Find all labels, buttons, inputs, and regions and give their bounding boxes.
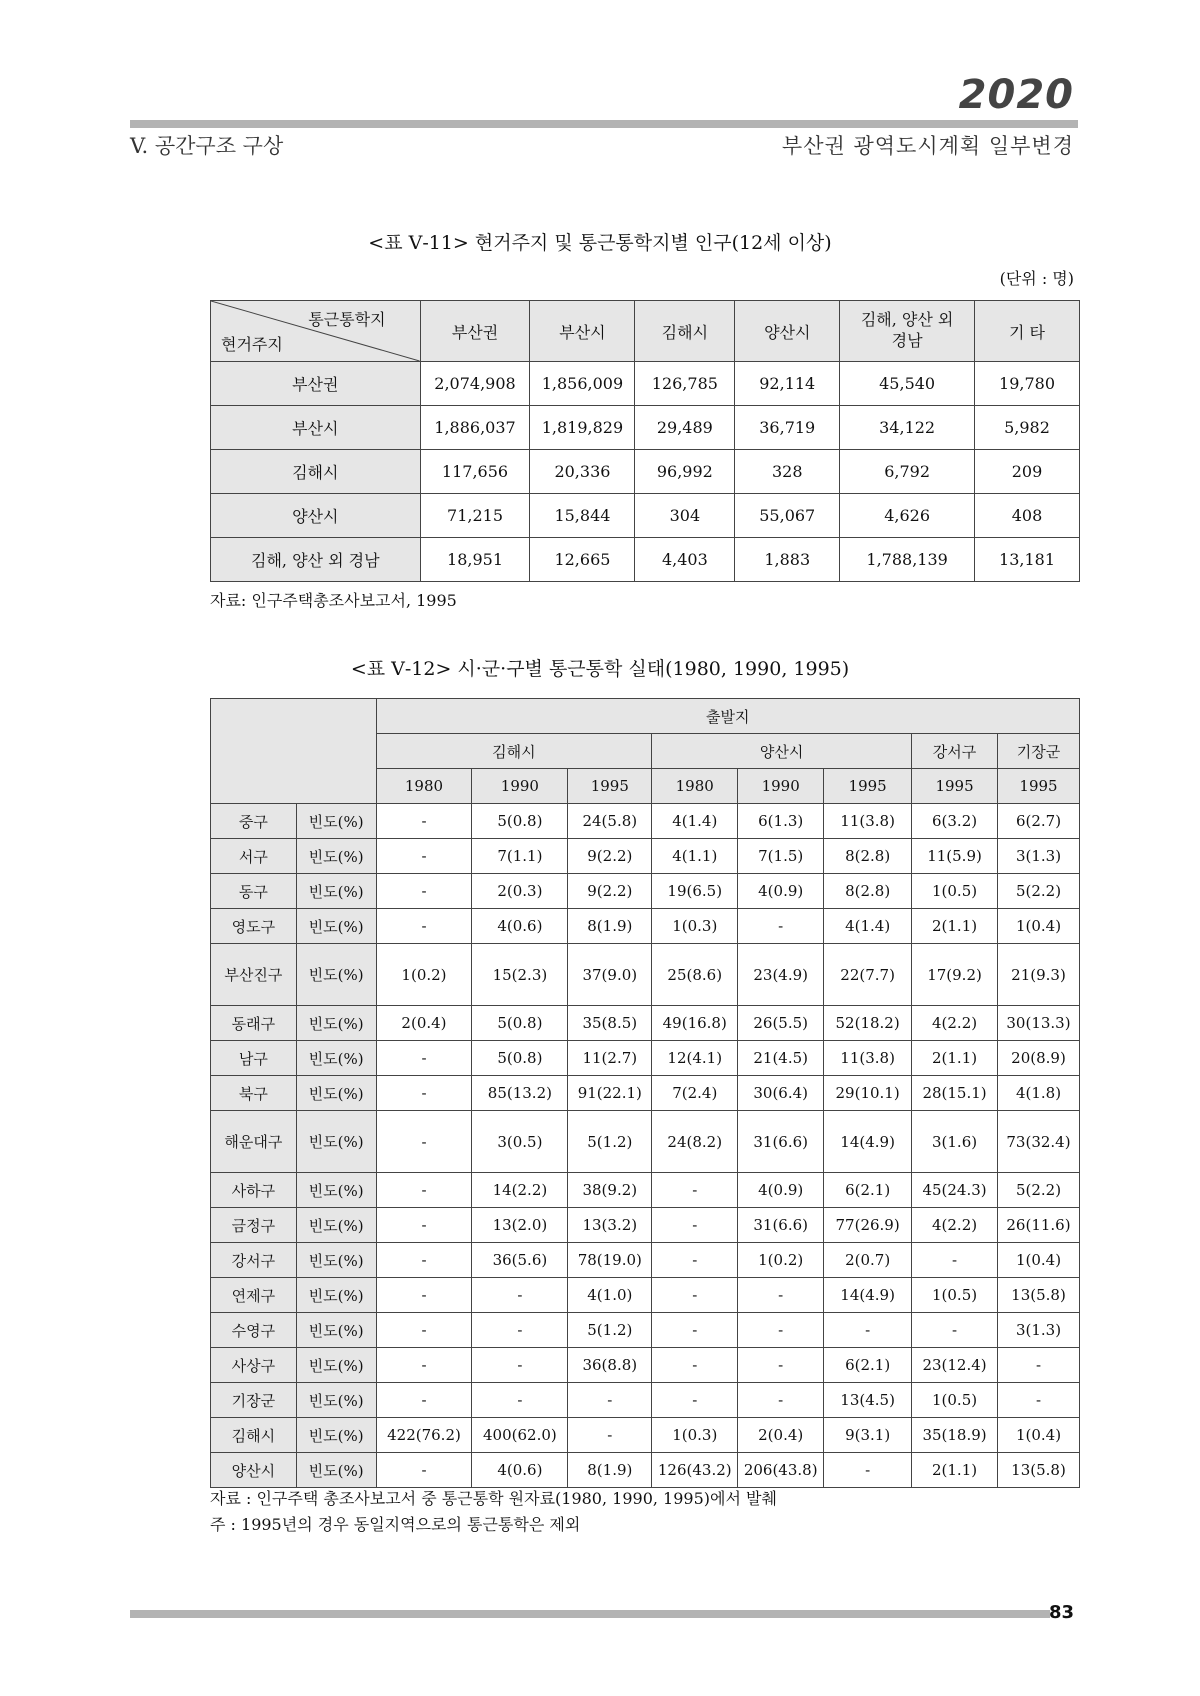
group-header-yangsan: 양산시 bbox=[652, 734, 912, 769]
table-cell: 328 bbox=[735, 450, 840, 494]
table-cell: 23(12.4) bbox=[912, 1348, 998, 1383]
table-cell: - bbox=[738, 1383, 824, 1418]
table1-col-header: 양산시 bbox=[735, 301, 840, 362]
table-row bbox=[211, 1111, 1080, 1173]
table-row bbox=[211, 538, 1080, 582]
row-header-measure: 빈도(%) bbox=[296, 839, 376, 874]
table-cell: 117,656 bbox=[420, 450, 530, 494]
table-cell: 206(43.8) bbox=[738, 1453, 824, 1488]
table-cell: 55,067 bbox=[735, 494, 840, 538]
table1-caption: <표 Ⅴ-11> 현거주지 및 통근통학지별 인구(12세 이상) bbox=[368, 232, 832, 254]
table-cell: 13(2.0) bbox=[472, 1208, 568, 1243]
table-cell: 13(5.8) bbox=[998, 1453, 1080, 1488]
table-cell: - bbox=[376, 1173, 472, 1208]
table-cell: 6(3.2) bbox=[912, 804, 998, 839]
table1-col-header: 부산시 bbox=[530, 301, 635, 362]
table-cell: 13(3.2) bbox=[568, 1208, 652, 1243]
table-cell: - bbox=[652, 1208, 738, 1243]
table-cell: 11(2.7) bbox=[568, 1041, 652, 1076]
table-cell: 21(4.5) bbox=[738, 1041, 824, 1076]
table-row bbox=[211, 874, 1080, 909]
table-cell: 4(2.2) bbox=[912, 1208, 998, 1243]
table-cell: 13,181 bbox=[975, 538, 1080, 582]
row-header-district: 동래구 bbox=[211, 1006, 297, 1041]
table-cell: 3(1.6) bbox=[912, 1111, 998, 1173]
commute-by-district-table bbox=[210, 698, 1080, 1488]
table-cell: - bbox=[912, 1243, 998, 1278]
row-header-measure: 빈도(%) bbox=[296, 1243, 376, 1278]
table-cell: - bbox=[376, 909, 472, 944]
table-cell: - bbox=[738, 1278, 824, 1313]
table-cell: 5(0.8) bbox=[472, 1041, 568, 1076]
row-header-measure: 빈도(%) bbox=[296, 1348, 376, 1383]
section-title: V. 공간구조 구상 bbox=[130, 134, 284, 158]
table-cell: 4(1.4) bbox=[824, 909, 912, 944]
table2-note: 주 : 1995년의 경우 동일지역으로의 통근통학은 제외 bbox=[210, 1515, 581, 1534]
table-cell: - bbox=[824, 1453, 912, 1488]
table-cell: - bbox=[652, 1348, 738, 1383]
row-header-residence: 김해시 bbox=[211, 450, 421, 494]
table-cell: - bbox=[912, 1313, 998, 1348]
table-cell: 35(8.5) bbox=[568, 1006, 652, 1041]
table2-source: 자료 : 인구주택 총조사보고서 중 통근통학 원자료(1980, 1990, 1995)에서 발췌 bbox=[210, 1489, 777, 1508]
table1-unit: (단위 : 명) bbox=[999, 269, 1074, 288]
footer-rule bbox=[130, 1610, 1050, 1618]
table-cell: 92,114 bbox=[735, 362, 840, 406]
table-cell: 2(1.1) bbox=[912, 1453, 998, 1488]
row-header-district: 사상구 bbox=[211, 1348, 297, 1383]
table-cell: 36(5.6) bbox=[472, 1243, 568, 1278]
table-row bbox=[211, 1453, 1080, 1488]
table-cell: 1(0.4) bbox=[998, 1418, 1080, 1453]
table-cell: 1(0.3) bbox=[652, 909, 738, 944]
row-header-measure: 빈도(%) bbox=[296, 1383, 376, 1418]
table-cell: - bbox=[376, 839, 472, 874]
table-cell: 2(0.4) bbox=[376, 1006, 472, 1041]
row-header-residence: 양산시 bbox=[211, 494, 421, 538]
table-cell: 4,403 bbox=[635, 538, 735, 582]
table-cell: 11(5.9) bbox=[912, 839, 998, 874]
table-cell: 4(1.4) bbox=[652, 804, 738, 839]
table-row bbox=[211, 1418, 1080, 1453]
row-header-residence: 김해, 양산 외 경남 bbox=[211, 538, 421, 582]
table-cell: 13(5.8) bbox=[998, 1278, 1080, 1313]
table-row bbox=[211, 1208, 1080, 1243]
table-cell: 5(0.8) bbox=[472, 1006, 568, 1041]
table-row bbox=[211, 1006, 1080, 1041]
document-title: 부산권 광역도시계획 일부변경 bbox=[781, 134, 1074, 158]
year-header: 1980 bbox=[652, 769, 738, 804]
table-cell: 1,856,009 bbox=[530, 362, 635, 406]
year-header: 1990 bbox=[738, 769, 824, 804]
table-cell: - bbox=[376, 874, 472, 909]
corner-label-commute: 통근통학지 bbox=[308, 310, 386, 329]
row-header-measure: 빈도(%) bbox=[296, 1278, 376, 1313]
table-cell: 1,883 bbox=[735, 538, 840, 582]
table-cell: 3(0.5) bbox=[472, 1111, 568, 1173]
corner-label-residence: 현거주지 bbox=[221, 335, 283, 354]
row-header-measure: 빈도(%) bbox=[296, 874, 376, 909]
table-cell: 23(4.9) bbox=[738, 944, 824, 1006]
table-cell: 7(1.1) bbox=[472, 839, 568, 874]
table-row bbox=[211, 450, 1080, 494]
report-year: 2020 bbox=[958, 72, 1074, 118]
table-cell: - bbox=[376, 1313, 472, 1348]
table-cell: 71,215 bbox=[420, 494, 530, 538]
table-cell: 4(1.8) bbox=[998, 1076, 1080, 1111]
table-cell: - bbox=[738, 1348, 824, 1383]
row-header-district: 동구 bbox=[211, 874, 297, 909]
table-cell: 35(18.9) bbox=[912, 1418, 998, 1453]
table-cell: 36(8.8) bbox=[568, 1348, 652, 1383]
table-cell: 8(2.8) bbox=[824, 839, 912, 874]
table-cell: - bbox=[376, 1208, 472, 1243]
table-cell: 29(10.1) bbox=[824, 1076, 912, 1111]
table-cell: - bbox=[652, 1313, 738, 1348]
row-header-district: 수영구 bbox=[211, 1313, 297, 1348]
table-cell: 1(0.5) bbox=[912, 1383, 998, 1418]
table-cell: 2,074,908 bbox=[420, 362, 530, 406]
table-cell: 14(2.2) bbox=[472, 1173, 568, 1208]
table-cell: 1,788,139 bbox=[840, 538, 975, 582]
row-header-measure: 빈도(%) bbox=[296, 1041, 376, 1076]
table-row bbox=[211, 1076, 1080, 1111]
table-cell: 85(13.2) bbox=[472, 1076, 568, 1111]
table-cell: 17(9.2) bbox=[912, 944, 998, 1006]
table-cell: 8(1.9) bbox=[568, 1453, 652, 1488]
year-header: 1995 bbox=[998, 769, 1080, 804]
table-cell: - bbox=[738, 909, 824, 944]
table-cell: 400(62.0) bbox=[472, 1418, 568, 1453]
table-cell: 3(1.3) bbox=[998, 1313, 1080, 1348]
table-row bbox=[211, 1243, 1080, 1278]
table-cell: 4(2.2) bbox=[912, 1006, 998, 1041]
table-cell: 6,792 bbox=[840, 450, 975, 494]
table-cell: 49(16.8) bbox=[652, 1006, 738, 1041]
table-cell: 73(32.4) bbox=[998, 1111, 1080, 1173]
table-cell: 19,780 bbox=[975, 362, 1080, 406]
row-header-measure: 빈도(%) bbox=[296, 1313, 376, 1348]
table1-col-header: 김해, 양산 외 경남 bbox=[840, 301, 975, 362]
table-cell: 2(0.3) bbox=[472, 874, 568, 909]
table-cell: 408 bbox=[975, 494, 1080, 538]
table-cell: 4,626 bbox=[840, 494, 975, 538]
table-cell: 2(0.7) bbox=[824, 1243, 912, 1278]
table-row bbox=[211, 1313, 1080, 1348]
table-cell: 15,844 bbox=[530, 494, 635, 538]
table-cell: 3(1.3) bbox=[998, 839, 1080, 874]
table-row bbox=[211, 1278, 1080, 1313]
table-row bbox=[211, 1383, 1080, 1418]
table-cell: 4(1.0) bbox=[568, 1278, 652, 1313]
table2-blank-corner bbox=[211, 699, 377, 804]
table-cell: 26(11.6) bbox=[998, 1208, 1080, 1243]
row-header-district: 영도구 bbox=[211, 909, 297, 944]
row-header-district: 서구 bbox=[211, 839, 297, 874]
row-header-district: 부산진구 bbox=[211, 944, 297, 1006]
table-row bbox=[211, 1041, 1080, 1076]
table-cell: 25(8.6) bbox=[652, 944, 738, 1006]
table-cell: 38(9.2) bbox=[568, 1173, 652, 1208]
row-header-residence: 부산권 bbox=[211, 362, 421, 406]
table-cell: 30(6.4) bbox=[738, 1076, 824, 1111]
table-cell: 4(0.9) bbox=[738, 1173, 824, 1208]
table-cell: - bbox=[472, 1313, 568, 1348]
table-cell: 52(18.2) bbox=[824, 1006, 912, 1041]
table-cell: 45,540 bbox=[840, 362, 975, 406]
table-cell: 30(13.3) bbox=[998, 1006, 1080, 1041]
table-cell: 126(43.2) bbox=[652, 1453, 738, 1488]
row-header-district: 사하구 bbox=[211, 1173, 297, 1208]
row-header-district: 연제구 bbox=[211, 1278, 297, 1313]
table-cell: 5(2.2) bbox=[998, 1173, 1080, 1208]
table-cell: 78(19.0) bbox=[568, 1243, 652, 1278]
row-header-district: 북구 bbox=[211, 1076, 297, 1111]
origin-header: 출발지 bbox=[376, 699, 1079, 734]
table-cell: 15(2.3) bbox=[472, 944, 568, 1006]
table-cell: 31(6.6) bbox=[738, 1111, 824, 1173]
table-row bbox=[211, 839, 1080, 874]
table-cell: 4(0.6) bbox=[472, 1453, 568, 1488]
row-header-measure: 빈도(%) bbox=[296, 1006, 376, 1041]
row-header-district: 기장군 bbox=[211, 1383, 297, 1418]
row-header-measure: 빈도(%) bbox=[296, 1076, 376, 1111]
table-cell: - bbox=[376, 1076, 472, 1111]
year-header: 1995 bbox=[912, 769, 998, 804]
table-cell: 37(9.0) bbox=[568, 944, 652, 1006]
table-cell: 8(1.9) bbox=[568, 909, 652, 944]
table-cell: 5(1.2) bbox=[568, 1313, 652, 1348]
table-cell: 2(1.1) bbox=[912, 1041, 998, 1076]
table-cell: 1(0.3) bbox=[652, 1418, 738, 1453]
row-header-district: 강서구 bbox=[211, 1243, 297, 1278]
table-row bbox=[211, 1173, 1080, 1208]
row-header-district: 김해시 bbox=[211, 1418, 297, 1453]
table-cell: 20(8.9) bbox=[998, 1041, 1080, 1076]
row-header-measure: 빈도(%) bbox=[296, 1418, 376, 1453]
table-cell: 2(0.4) bbox=[738, 1418, 824, 1453]
table-cell: 7(1.5) bbox=[738, 839, 824, 874]
table-cell: 11(3.8) bbox=[824, 804, 912, 839]
table-cell: 209 bbox=[975, 450, 1080, 494]
table-row bbox=[211, 362, 1080, 406]
row-header-measure: 빈도(%) bbox=[296, 1173, 376, 1208]
table-cell: 8(2.8) bbox=[824, 874, 912, 909]
table-cell: 45(24.3) bbox=[912, 1173, 998, 1208]
table-row bbox=[211, 406, 1080, 450]
table-cell: - bbox=[376, 1111, 472, 1173]
table-cell: 22(7.7) bbox=[824, 944, 912, 1006]
table1-col-header: 김해시 bbox=[635, 301, 735, 362]
table-cell: 9(2.2) bbox=[568, 839, 652, 874]
table-cell: 4(0.6) bbox=[472, 909, 568, 944]
table-cell: 1(0.2) bbox=[738, 1243, 824, 1278]
table-cell: - bbox=[376, 1243, 472, 1278]
group-header-gangseo: 강서구 bbox=[912, 734, 998, 769]
table-cell: - bbox=[376, 1383, 472, 1418]
table-cell: 13(4.5) bbox=[824, 1383, 912, 1418]
table-cell: 26(5.5) bbox=[738, 1006, 824, 1041]
table-cell: - bbox=[376, 1041, 472, 1076]
table-cell: - bbox=[376, 1348, 472, 1383]
table-cell: 18,951 bbox=[420, 538, 530, 582]
table-cell: 20,336 bbox=[530, 450, 635, 494]
table1-corner-header bbox=[211, 301, 421, 362]
table-cell: 1(0.4) bbox=[998, 1243, 1080, 1278]
year-header: 1990 bbox=[472, 769, 568, 804]
table-cell: - bbox=[472, 1348, 568, 1383]
row-header-measure: 빈도(%) bbox=[296, 944, 376, 1006]
table-cell: 422(76.2) bbox=[376, 1418, 472, 1453]
table-cell: 24(5.8) bbox=[568, 804, 652, 839]
table-cell: - bbox=[376, 804, 472, 839]
table-cell: - bbox=[568, 1383, 652, 1418]
table1-col-header: 기 타 bbox=[975, 301, 1080, 362]
table1-col-header: 부산권 bbox=[420, 301, 530, 362]
table-cell: 7(2.4) bbox=[652, 1076, 738, 1111]
row-header-district: 중구 bbox=[211, 804, 297, 839]
table-cell: 14(4.9) bbox=[824, 1111, 912, 1173]
table-row bbox=[211, 909, 1080, 944]
table-cell: 5(2.2) bbox=[998, 874, 1080, 909]
table-cell: 96,992 bbox=[635, 450, 735, 494]
table-cell: 12,665 bbox=[530, 538, 635, 582]
year-header: 1995 bbox=[824, 769, 912, 804]
table-cell: 1(0.5) bbox=[912, 1278, 998, 1313]
table-cell: - bbox=[376, 1453, 472, 1488]
table-cell: 1,819,829 bbox=[530, 406, 635, 450]
table-cell: 36,719 bbox=[735, 406, 840, 450]
table-cell: 4(0.9) bbox=[738, 874, 824, 909]
table-cell: 1(0.5) bbox=[912, 874, 998, 909]
table-cell: 77(26.9) bbox=[824, 1208, 912, 1243]
group-header-gijang: 기장군 bbox=[998, 734, 1080, 769]
table-row bbox=[211, 1348, 1080, 1383]
table-cell: 1(0.4) bbox=[998, 909, 1080, 944]
table-cell: - bbox=[376, 1278, 472, 1313]
table-cell: 5(0.8) bbox=[472, 804, 568, 839]
table-row bbox=[211, 944, 1080, 1006]
table-cell: 12(4.1) bbox=[652, 1041, 738, 1076]
table-cell: 304 bbox=[635, 494, 735, 538]
table-cell: 5,982 bbox=[975, 406, 1080, 450]
table-cell: 28(15.1) bbox=[912, 1076, 998, 1111]
year-header: 1995 bbox=[568, 769, 652, 804]
table-cell: 4(1.1) bbox=[652, 839, 738, 874]
table-cell: 9(3.1) bbox=[824, 1418, 912, 1453]
row-header-district: 금정구 bbox=[211, 1208, 297, 1243]
header-rule bbox=[130, 120, 1078, 128]
row-header-district: 양산시 bbox=[211, 1453, 297, 1488]
table-cell: - bbox=[472, 1383, 568, 1418]
row-header-measure: 빈도(%) bbox=[296, 1111, 376, 1173]
table-cell: 6(2.1) bbox=[824, 1348, 912, 1383]
table-cell: 31(6.6) bbox=[738, 1208, 824, 1243]
population-by-residence-table bbox=[210, 300, 1080, 582]
table-cell: 91(22.1) bbox=[568, 1076, 652, 1111]
row-header-district: 남구 bbox=[211, 1041, 297, 1076]
table-cell: 6(2.1) bbox=[824, 1173, 912, 1208]
table-row bbox=[211, 804, 1080, 839]
row-header-measure: 빈도(%) bbox=[296, 909, 376, 944]
table-cell: 29,489 bbox=[635, 406, 735, 450]
table-cell: 6(1.3) bbox=[738, 804, 824, 839]
table-cell: 5(1.2) bbox=[568, 1111, 652, 1173]
table-cell: - bbox=[652, 1278, 738, 1313]
table-cell: - bbox=[998, 1348, 1080, 1383]
table-cell: - bbox=[652, 1383, 738, 1418]
table-cell: 14(4.9) bbox=[824, 1278, 912, 1313]
table-cell: 1(0.2) bbox=[376, 944, 472, 1006]
table1-source: 자료: 인구주택총조사보고서, 1995 bbox=[210, 591, 457, 610]
row-header-measure: 빈도(%) bbox=[296, 804, 376, 839]
table-cell: - bbox=[738, 1313, 824, 1348]
table-cell: - bbox=[824, 1313, 912, 1348]
table-cell: - bbox=[472, 1278, 568, 1313]
row-header-district: 해운대구 bbox=[211, 1111, 297, 1173]
row-header-measure: 빈도(%) bbox=[296, 1208, 376, 1243]
table-cell: 2(1.1) bbox=[912, 909, 998, 944]
row-header-residence: 부산시 bbox=[211, 406, 421, 450]
table-cell: 9(2.2) bbox=[568, 874, 652, 909]
table-cell: 19(6.5) bbox=[652, 874, 738, 909]
table-cell: 6(2.7) bbox=[998, 804, 1080, 839]
table-cell: 126,785 bbox=[635, 362, 735, 406]
table-cell: 34,122 bbox=[840, 406, 975, 450]
table-cell: 21(9.3) bbox=[998, 944, 1080, 1006]
table-row bbox=[211, 494, 1080, 538]
table-cell: 24(8.2) bbox=[652, 1111, 738, 1173]
page-number: 83 bbox=[1048, 1602, 1074, 1623]
table-cell: 1,886,037 bbox=[420, 406, 530, 450]
table-cell: - bbox=[652, 1243, 738, 1278]
table-cell: - bbox=[652, 1173, 738, 1208]
year-header: 1980 bbox=[376, 769, 472, 804]
table-cell: - bbox=[568, 1418, 652, 1453]
table2-caption: <표 Ⅴ-12> 시·군·구별 통근통학 실태(1980, 1990, 1995) bbox=[350, 658, 850, 680]
table-cell: 11(3.8) bbox=[824, 1041, 912, 1076]
group-header-gimhae: 김해시 bbox=[376, 734, 652, 769]
row-header-measure: 빈도(%) bbox=[296, 1453, 376, 1488]
table-cell: - bbox=[998, 1383, 1080, 1418]
